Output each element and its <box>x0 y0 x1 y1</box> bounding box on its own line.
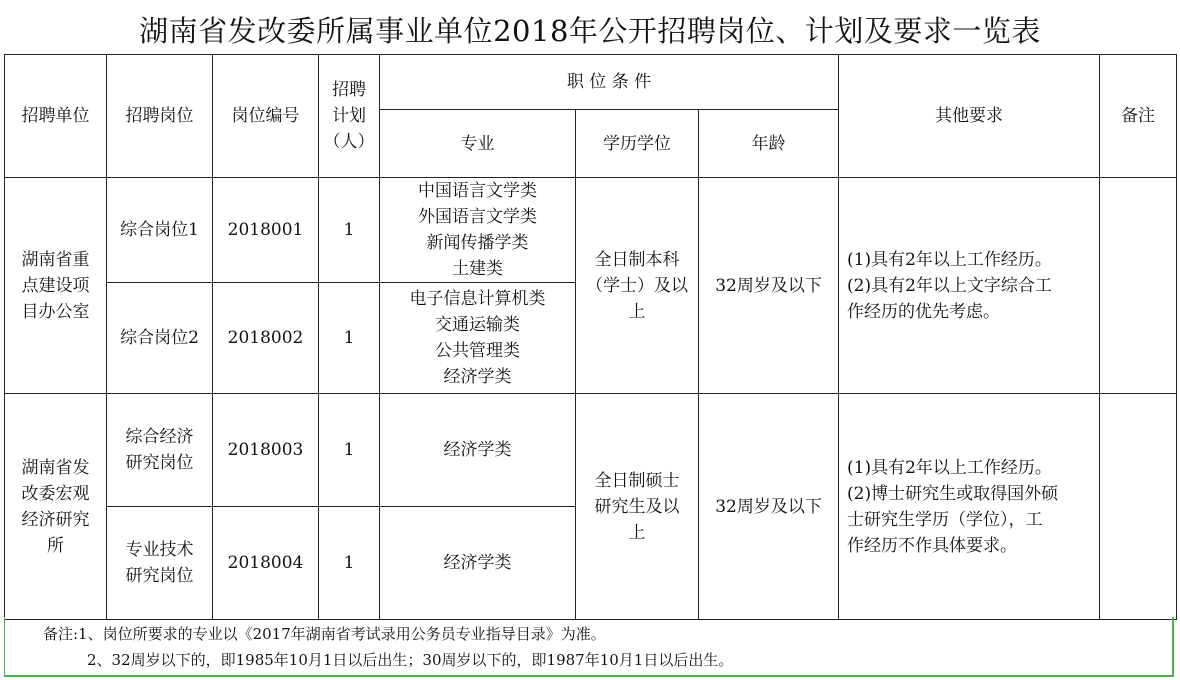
header-age: 年龄 <box>699 110 839 178</box>
major-cell <box>380 178 576 283</box>
header-major: 专业 <box>380 110 576 178</box>
code-cell: 2018001 <box>213 178 319 283</box>
header-other: 其他要求 <box>839 55 1100 178</box>
unit-cell-line: 目办公室 <box>21 301 90 322</box>
code-cell: 2018004 <box>213 507 319 620</box>
header-plan-line: 计划 <box>332 106 366 126</box>
degree-cell-line: （学士）及以 <box>586 275 688 296</box>
remark-cell <box>1100 394 1177 620</box>
unit-cell-line: 经济研究 <box>21 509 90 530</box>
major-cell <box>380 283 576 394</box>
unit-cell-line: 湖南省发 <box>21 457 90 478</box>
age-cell: 32周岁及以下 <box>699 394 839 620</box>
header-remark: 备注 <box>1100 55 1177 178</box>
major-cell-line: 经济学类 <box>443 367 512 387</box>
unit-cell <box>5 178 107 394</box>
unit-cell-line: 点建设项 <box>21 275 90 296</box>
degree-cell <box>576 178 699 394</box>
header-code: 岗位编号 <box>213 55 319 178</box>
major-cell-line: 公共管理类 <box>435 341 520 361</box>
header-plan <box>319 55 380 178</box>
major-cell-line: 经济学类 <box>443 553 512 573</box>
other-requirements-cell-line: 作经历的优先考虑。 <box>847 301 1001 322</box>
post-cell-line: 研究岗位 <box>125 453 194 473</box>
post-cell-line: 专业技术 <box>125 540 194 560</box>
degree-cell-line: 上 <box>628 522 646 543</box>
post-cell-line: 综合岗位2 <box>120 328 199 348</box>
other-requirements-cell-line: (2)具有2年以上文字综合工 <box>847 275 1052 296</box>
header-post: 招聘岗位 <box>107 55 213 178</box>
degree-cell-line: 全日制硕士 <box>594 470 680 491</box>
post-cell <box>107 394 213 507</box>
page-title: 湖南省发改委所属事业单位2018年公开招聘岗位、计划及要求一览表 <box>139 13 1041 48</box>
note-line-1: 备注:1、岗位所要求的专业以《2017年湖南省考试录用公务员专业指导目录》为准。 <box>43 625 606 643</box>
header-plan-line: 招聘 <box>332 80 366 100</box>
other-requirements-cell-line: (1)具有2年以上工作经历。 <box>847 457 1052 478</box>
major-cell <box>380 394 576 507</box>
other-requirements-cell <box>839 178 1100 394</box>
unit-cell-line: 湖南省重 <box>21 249 90 270</box>
plan-cell: 1 <box>319 507 380 620</box>
plan-cell: 1 <box>319 178 380 283</box>
other-requirements-cell-line: (2)博士研究生或取得国外硕 <box>847 483 1059 504</box>
post-cell <box>107 178 213 283</box>
code-cell: 2018002 <box>213 283 319 394</box>
other-requirements-cell-line: 作经历不作具体要求。 <box>847 535 1018 556</box>
age-cell: 32周岁及以下 <box>699 178 839 394</box>
major-cell-line: 新闻传播学类 <box>426 233 529 253</box>
degree-cell-line: 上 <box>628 301 646 322</box>
post-cell-line: 研究岗位 <box>125 566 194 586</box>
post-cell-line: 综合岗位1 <box>120 220 199 240</box>
remark-cell <box>1100 178 1177 394</box>
major-cell <box>380 507 576 620</box>
major-cell-line: 中国语言文学类 <box>418 181 537 201</box>
unit-cell-line: 所 <box>47 535 64 556</box>
major-cell-line: 土建类 <box>452 259 503 279</box>
unit-cell-line: 改委宏观 <box>21 483 90 504</box>
other-requirements-cell-line: 士研究生学历（学位），工 <box>847 509 1043 530</box>
note-line-2: 2、32周岁以下的，即1985年10月1日以后出生；30周岁以下的，即1987年10月1日以后出生。 <box>87 651 734 669</box>
post-cell <box>107 283 213 394</box>
table-row <box>5 178 1177 283</box>
code-cell: 2018003 <box>213 394 319 507</box>
plan-cell: 1 <box>319 394 380 507</box>
notes-section <box>4 617 1174 677</box>
table-row <box>5 394 1177 507</box>
plan-cell: 1 <box>319 283 380 394</box>
major-cell-line: 外国语言文学类 <box>418 207 537 227</box>
header-plan-line: （人） <box>323 132 375 152</box>
major-cell-line: 交通运输类 <box>435 315 520 335</box>
post-cell <box>107 507 213 620</box>
header-degree: 学历学位 <box>576 110 699 178</box>
post-cell-line: 综合经济 <box>125 427 194 447</box>
unit-cell <box>5 394 107 620</box>
header-unit: 招聘单位 <box>5 55 107 178</box>
degree-cell-line: 全日制本科 <box>594 249 680 270</box>
major-cell-line: 经济学类 <box>443 440 512 460</box>
other-requirements-cell <box>839 394 1100 620</box>
recruitment-table <box>4 54 1177 620</box>
header-conditions: 职 位 条 件 <box>380 55 839 110</box>
other-requirements-cell-line: (1)具有2年以上工作经历。 <box>847 249 1052 270</box>
major-cell-line: 电子信息计算机类 <box>409 289 546 309</box>
degree-cell <box>576 394 699 620</box>
degree-cell-line: 研究生及以 <box>594 496 680 517</box>
